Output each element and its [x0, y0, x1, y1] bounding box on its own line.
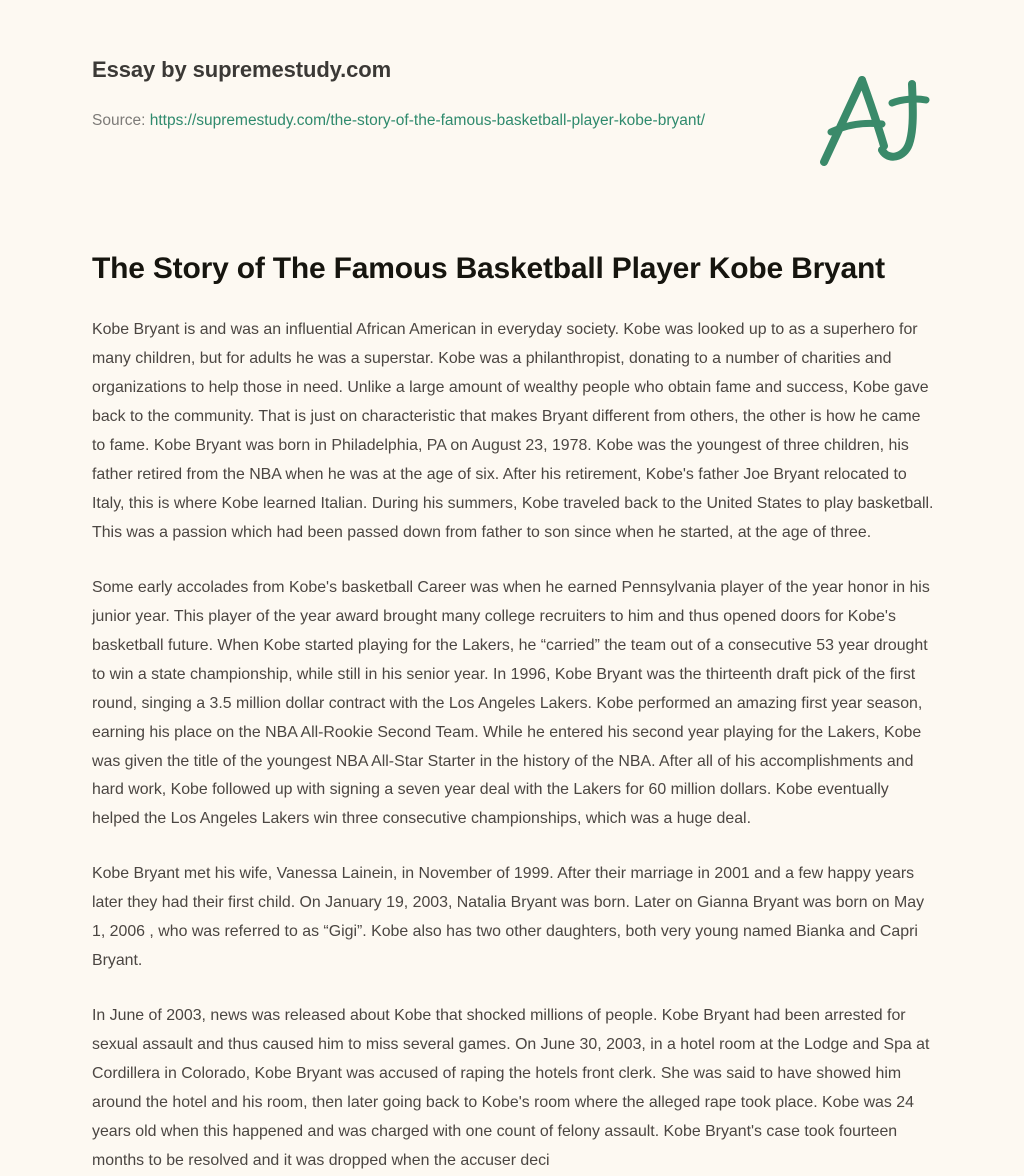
paragraph: Some early accolades from Kobe's basketball Career was when he earned Pennsylvania player of the year honor in his junior year. This player of the year award brought many college recruiters to him and thus opened doors for Kobe's basketball future. When Kobe started playing for the Lakers, he “carried” the team out of a consecutive 53 year drought to win a state championship, while still in his senior year. In 1996, Kobe Bryant was the thirteenth draft pick of the first round, singing a 3.5 million dollar contract with the Los Angeles Lakers. Kobe performed an amazing first year season, earning his place on the NBA All-Rookie Second Team. While he entered his second year playing for the Lakers, Kobe was given the title of the youngest NBA All-Star Starter in the history of the NBA. After all of his accomplishments and hard work, Kobe followed up with signing a seven year deal with the Lakers for 60 million dollars. Kobe eventually helped the Los Angeles Lakers win three consecutive championships, which was a huge deal.: [92, 578, 930, 828]
article: [92, 250, 937, 1176]
essay-attribution: Essay by supremestudy.com: [92, 57, 392, 82]
aplus-logo-glyph: [812, 62, 932, 174]
paragraph: Kobe Bryant met his wife, Vanessa Lainein, in November of 1999. After their marriage in 2001 and a few happy years later they had their first child. On January 19, 2003, Natalia Bryant was born. Later on Gianna Bryant was born on May 1, 2006 , who was referred to as “Gigi”. Kobe also has two other daughters, both very young named Bianka and Capri Bryant.: [92, 865, 925, 970]
paragraph: In June of 2003, news was released about Kobe that shocked millions of people. Kobe Bryant had been arrested for sexual assault and thus caused him to miss several games. On June 30, 2003, in a hotel room at the Lodge and Spa at Cordillera in Colorado, Kobe Bryant was accused of raping the hotels front clerk. She was said to have showed him around the hotel and his room, then later going back to Kobe's room where the alleged rape took place. Kobe was 24 years old when this happened and was charged with one count of felony assault. Kobe Bryant's case took fourteen months to be resolved and it was dropped when the accuser deci: [92, 1007, 930, 1169]
source-label: Source:: [92, 111, 146, 129]
aplus-logo-icon: [812, 62, 932, 174]
source-line: [92, 108, 752, 133]
article-body: [92, 316, 937, 1175]
source-url-link[interactable]: https://supremestudy.com/the-story-of-the-famous-basketball-player-kobe-bryant/: [149, 111, 706, 129]
page-title: The Story of The Famous Basketball Player Kobe Bryant: [92, 252, 885, 285]
paragraph: Kobe Bryant is and was an influential African American in everyday society. Kobe was looked up to as a superhero for many children, but for adults he was a superstar. Kobe was a philanthropist, donating to a number of charities and organizations to help those in need. Unlike a large amount of wealthy people who obtain fame and success, Kobe gave back to the community. That is just on characteristic that makes Bryant different from others, the other is how he came to fame. Kobe Bryant was born in Philadelphia, PA on August 23, 1978. Kobe was the youngest of three children, his father retired from the NBA when he was at the age of six. After his retirement, Kobe's father Joe Bryant relocated to Italy, this is where Kobe learned Italian. During his summers, Kobe traveled back to the United States to play basketball. This was a passion which had been passed down from father to son since when he started, at the age of three.: [92, 321, 934, 541]
